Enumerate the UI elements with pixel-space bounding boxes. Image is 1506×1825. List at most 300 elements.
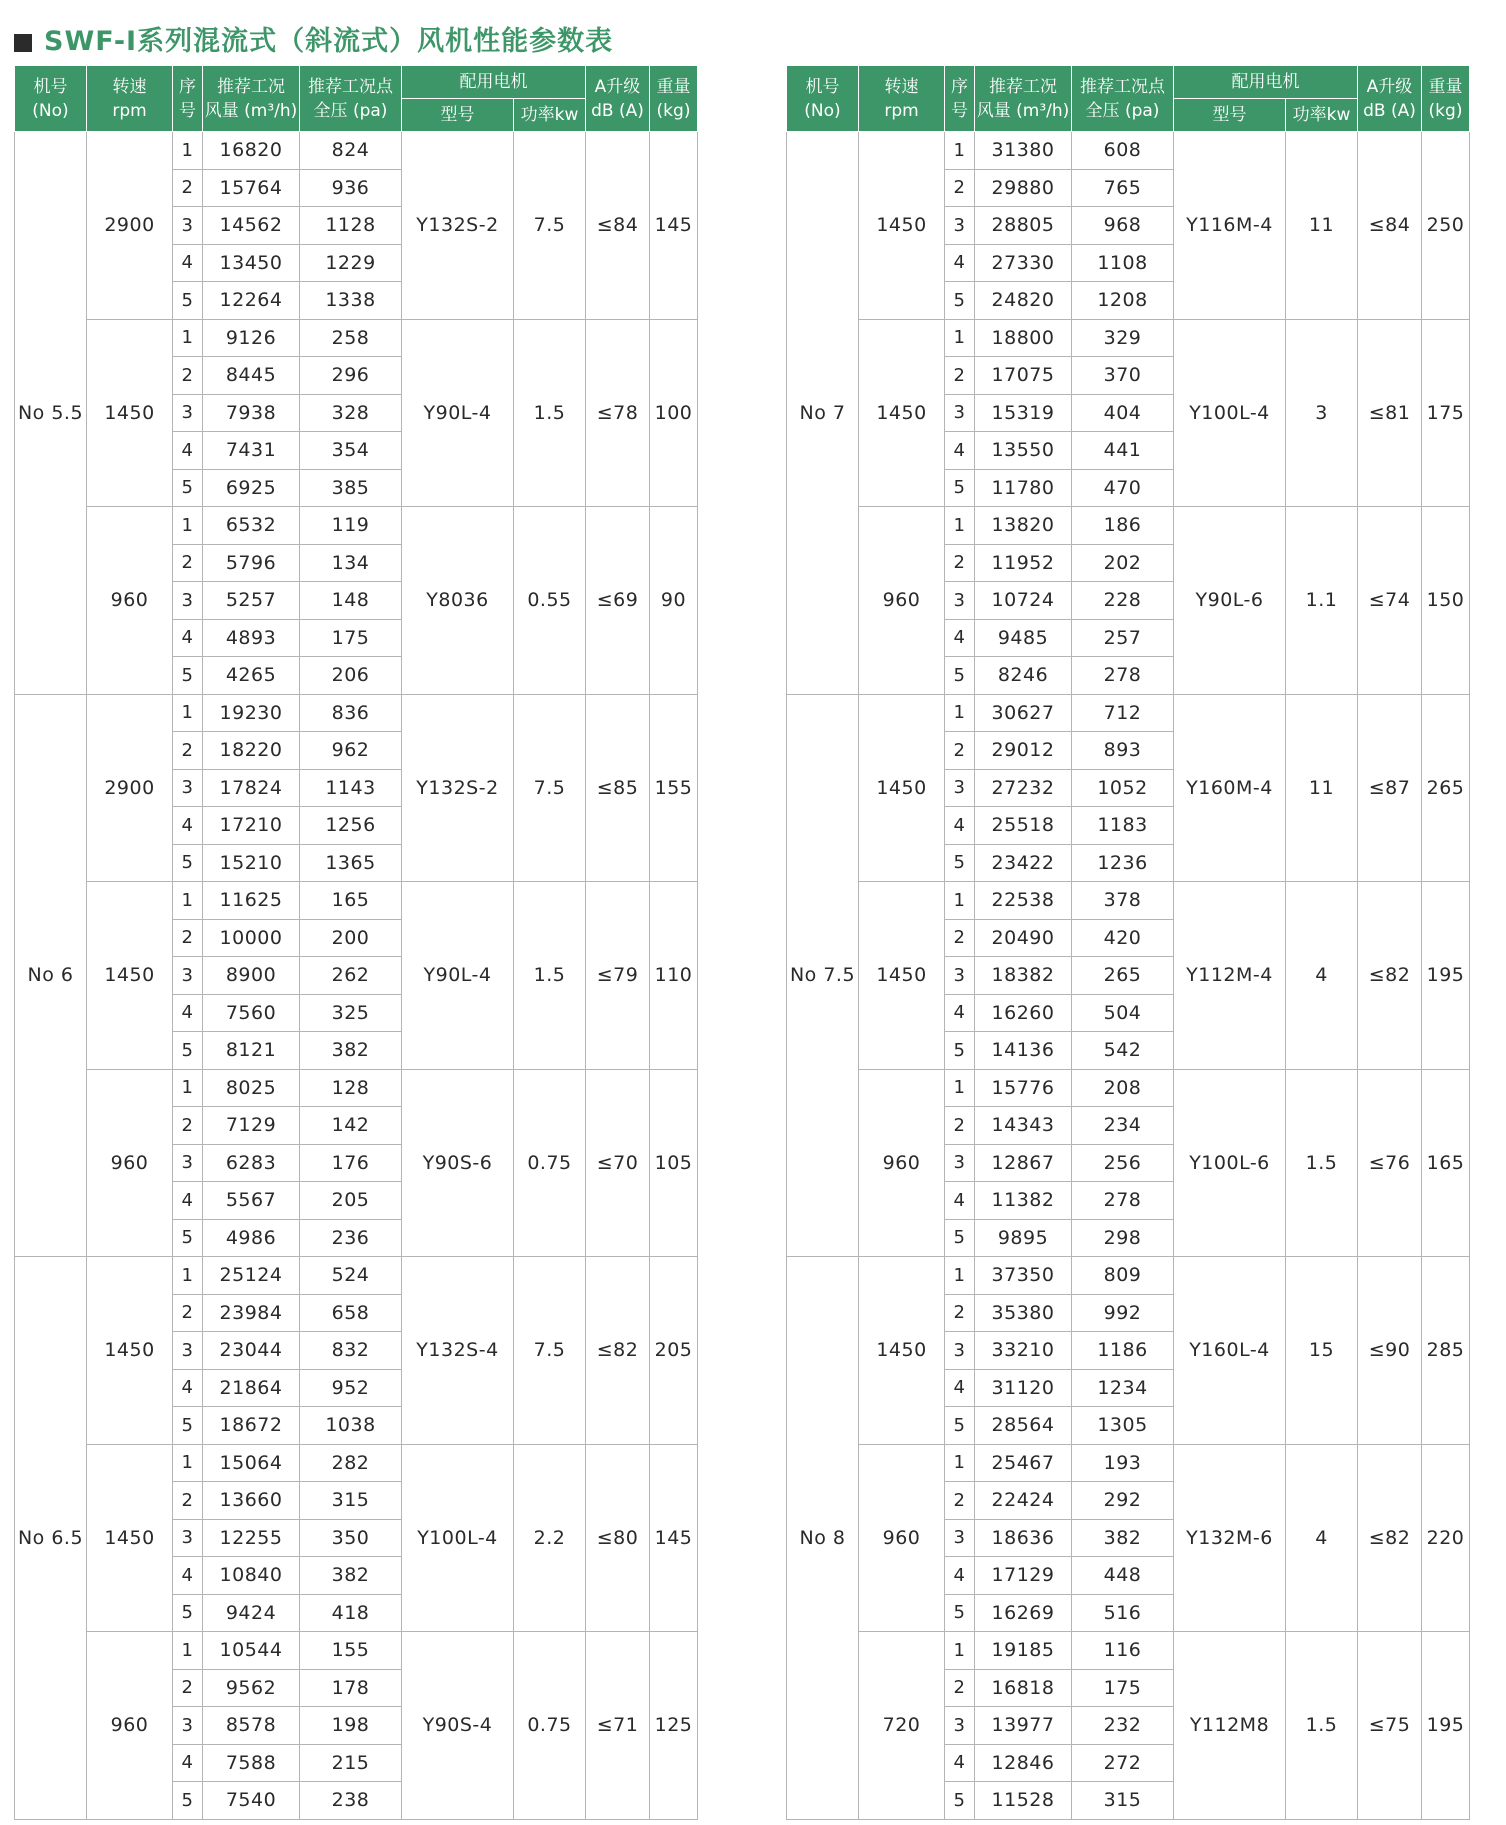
flow-cell: 11625 — [203, 882, 300, 920]
machine-no-cell: No 8 — [787, 1257, 859, 1820]
pressure-cell: 1108 — [1072, 244, 1174, 282]
pressure-cell: 238 — [300, 1782, 402, 1820]
motor-model-cell: Y132S-2 — [402, 694, 514, 882]
flow-cell: 6532 — [203, 507, 300, 545]
flow-cell: 12255 — [203, 1519, 300, 1557]
flow-cell: 5796 — [203, 544, 300, 582]
pressure-cell: 148 — [300, 582, 402, 620]
flow-cell: 6283 — [203, 1144, 300, 1182]
flow-cell: 11780 — [975, 469, 1072, 507]
noise-cell: ≤82 — [1358, 882, 1422, 1070]
pressure-cell: 234 — [1072, 1107, 1174, 1145]
flow-cell: 10544 — [203, 1632, 300, 1670]
index-cell: 2 — [945, 1294, 975, 1332]
flow-cell: 7588 — [203, 1744, 300, 1782]
pressure-cell: 1128 — [300, 207, 402, 245]
machine-no-cell: No 5.5 — [15, 132, 87, 695]
motor-model-cell: Y8036 — [402, 507, 514, 695]
index-cell: 4 — [945, 1182, 975, 1220]
pressure-cell: 1052 — [1072, 769, 1174, 807]
flow-cell: 31380 — [975, 132, 1072, 170]
flow-cell: 24820 — [975, 282, 1072, 320]
rpm-cell: 1450 — [859, 1257, 945, 1445]
index-cell: 4 — [173, 807, 203, 845]
motor-model-cell: Y100L-4 — [1174, 319, 1286, 507]
flow-cell: 5567 — [203, 1182, 300, 1220]
flow-cell: 19230 — [203, 694, 300, 732]
flow-cell: 14343 — [975, 1107, 1072, 1145]
header-index: 序 号 — [945, 66, 975, 132]
flow-cell: 13820 — [975, 507, 1072, 545]
flow-cell: 18672 — [203, 1407, 300, 1445]
header-motor: 配用电机 — [1174, 66, 1358, 99]
header-flow: 推荐工况 风量 (m³/h) — [203, 66, 300, 132]
pressure-cell: 836 — [300, 694, 402, 732]
motor-power-cell: 1.5 — [1286, 1632, 1358, 1820]
index-cell: 4 — [945, 619, 975, 657]
index-cell: 3 — [945, 207, 975, 245]
index-cell: 5 — [173, 844, 203, 882]
weight-cell: 125 — [650, 1632, 698, 1820]
flow-cell: 13660 — [203, 1482, 300, 1520]
pressure-cell: 992 — [1072, 1294, 1174, 1332]
flow-cell: 11952 — [975, 544, 1072, 582]
header-pressure: 推荐工况点 全压 (pa) — [1072, 66, 1174, 132]
index-cell: 5 — [945, 1219, 975, 1257]
pressure-cell: 186 — [1072, 507, 1174, 545]
weight-cell: 90 — [650, 507, 698, 695]
right-table-body — [787, 132, 1470, 1820]
weight-cell: 250 — [1422, 132, 1470, 320]
pressure-cell: 1365 — [300, 844, 402, 882]
pressure-cell: 119 — [300, 507, 402, 545]
noise-cell: ≤76 — [1358, 1069, 1422, 1257]
pressure-cell: 206 — [300, 657, 402, 695]
flow-cell: 22424 — [975, 1482, 1072, 1520]
pressure-cell: 176 — [300, 1144, 402, 1182]
table-row — [15, 319, 698, 357]
flow-cell: 28805 — [975, 207, 1072, 245]
index-cell: 4 — [173, 619, 203, 657]
rpm-cell: 1450 — [87, 882, 173, 1070]
pressure-cell: 382 — [1072, 1519, 1174, 1557]
flow-cell: 29880 — [975, 169, 1072, 207]
index-cell: 1 — [945, 882, 975, 920]
pressure-cell: 315 — [300, 1482, 402, 1520]
flow-cell: 18382 — [975, 957, 1072, 995]
index-cell: 2 — [945, 544, 975, 582]
motor-model-cell: Y116M-4 — [1174, 132, 1286, 320]
weight-cell: 155 — [650, 694, 698, 882]
pressure-cell: 1038 — [300, 1407, 402, 1445]
pressure-cell: 258 — [300, 319, 402, 357]
motor-model-cell: Y132M-6 — [1174, 1444, 1286, 1632]
header-motor-power: 功率kw — [514, 99, 586, 132]
index-cell: 3 — [945, 1519, 975, 1557]
header-index: 序 号 — [173, 66, 203, 132]
index-cell: 5 — [945, 1594, 975, 1632]
flow-cell: 10000 — [203, 919, 300, 957]
motor-model-cell: Y100L-6 — [1174, 1069, 1286, 1257]
flow-cell: 18220 — [203, 732, 300, 770]
motor-model-cell: Y112M-4 — [1174, 882, 1286, 1070]
index-cell: 3 — [173, 769, 203, 807]
table-row — [787, 1632, 1470, 1670]
pressure-cell: 178 — [300, 1669, 402, 1707]
pressure-cell: 256 — [1072, 1144, 1174, 1182]
flow-cell: 9562 — [203, 1669, 300, 1707]
pressure-cell: 175 — [1072, 1669, 1174, 1707]
rpm-cell: 1450 — [87, 319, 173, 507]
flow-cell: 21864 — [203, 1369, 300, 1407]
motor-power-cell: 7.5 — [514, 1257, 586, 1445]
noise-cell: ≤87 — [1358, 694, 1422, 882]
index-cell: 3 — [945, 1332, 975, 1370]
index-cell: 3 — [945, 1707, 975, 1745]
index-cell: 4 — [173, 432, 203, 470]
pressure-cell: 418 — [300, 1594, 402, 1632]
rpm-cell: 720 — [859, 1632, 945, 1820]
machine-no-cell: No 7.5 — [787, 694, 859, 1257]
motor-power-cell: 11 — [1286, 132, 1358, 320]
index-cell: 4 — [173, 1182, 203, 1220]
motor-model-cell: Y132S-2 — [402, 132, 514, 320]
pressure-cell: 200 — [300, 919, 402, 957]
noise-cell: ≤74 — [1358, 507, 1422, 695]
flow-cell: 17129 — [975, 1557, 1072, 1595]
index-cell: 1 — [945, 694, 975, 732]
flow-cell: 23422 — [975, 844, 1072, 882]
noise-cell: ≤84 — [1358, 132, 1422, 320]
index-cell: 2 — [945, 1669, 975, 1707]
flow-cell: 14136 — [975, 1032, 1072, 1070]
rpm-cell: 1450 — [859, 319, 945, 507]
index-cell: 3 — [173, 394, 203, 432]
motor-power-cell: 7.5 — [514, 694, 586, 882]
index-cell: 1 — [945, 1632, 975, 1670]
index-cell: 3 — [945, 582, 975, 620]
noise-cell: ≤71 — [586, 1632, 650, 1820]
flow-cell: 19185 — [975, 1632, 1072, 1670]
table-row — [15, 882, 698, 920]
flow-cell: 23044 — [203, 1332, 300, 1370]
index-cell: 2 — [945, 169, 975, 207]
pressure-cell: 1143 — [300, 769, 402, 807]
flow-cell: 12846 — [975, 1744, 1072, 1782]
flow-cell: 23984 — [203, 1294, 300, 1332]
header-motor-power: 功率kw — [1286, 99, 1358, 132]
table-row — [787, 319, 1470, 357]
index-cell: 4 — [173, 1744, 203, 1782]
flow-cell: 17210 — [203, 807, 300, 845]
pressure-cell: 524 — [300, 1257, 402, 1295]
flow-cell: 8445 — [203, 357, 300, 395]
flow-cell: 37350 — [975, 1257, 1072, 1295]
rpm-cell: 2900 — [87, 132, 173, 320]
header-flow: 推荐工况 风量 (m³/h) — [975, 66, 1072, 132]
index-cell: 1 — [173, 132, 203, 170]
index-cell: 1 — [945, 1444, 975, 1482]
flow-cell: 11382 — [975, 1182, 1072, 1220]
motor-power-cell: 1.5 — [514, 882, 586, 1070]
page-title: SWF-I系列混流式（斜流式）风机性能参数表 — [44, 25, 614, 57]
index-cell: 1 — [173, 882, 203, 920]
pressure-cell: 1305 — [1072, 1407, 1174, 1445]
flow-cell: 8578 — [203, 1707, 300, 1745]
pressure-cell: 832 — [300, 1332, 402, 1370]
pressure-cell: 542 — [1072, 1032, 1174, 1070]
header-rpm: 转速 rpm — [87, 66, 173, 132]
motor-power-cell: 0.55 — [514, 507, 586, 695]
index-cell: 3 — [173, 582, 203, 620]
index-cell: 2 — [173, 919, 203, 957]
flow-cell: 22538 — [975, 882, 1072, 920]
index-cell: 5 — [173, 1407, 203, 1445]
noise-cell: ≤82 — [1358, 1444, 1422, 1632]
index-cell: 2 — [173, 1294, 203, 1332]
weight-cell: 205 — [650, 1257, 698, 1445]
rpm-cell: 960 — [87, 1632, 173, 1820]
noise-cell: ≤78 — [586, 319, 650, 507]
pressure-cell: 198 — [300, 1707, 402, 1745]
pressure-cell: 385 — [300, 469, 402, 507]
flow-cell: 9485 — [975, 619, 1072, 657]
index-cell: 4 — [945, 244, 975, 282]
index-cell: 1 — [945, 319, 975, 357]
machine-no-cell: No 6 — [15, 694, 87, 1257]
flow-cell: 31120 — [975, 1369, 1072, 1407]
pressure-cell: 712 — [1072, 694, 1174, 732]
index-cell: 2 — [945, 732, 975, 770]
machine-no-cell: No 7 — [787, 132, 859, 695]
index-cell: 3 — [945, 394, 975, 432]
flow-cell: 7129 — [203, 1107, 300, 1145]
flow-cell: 10724 — [975, 582, 1072, 620]
index-cell: 5 — [945, 1032, 975, 1070]
motor-power-cell: 11 — [1286, 694, 1358, 882]
index-cell: 5 — [173, 1782, 203, 1820]
flow-cell: 7431 — [203, 432, 300, 470]
pressure-cell: 441 — [1072, 432, 1174, 470]
index-cell: 5 — [945, 1782, 975, 1820]
index-cell: 2 — [173, 544, 203, 582]
pressure-cell: 272 — [1072, 1744, 1174, 1782]
pressure-cell: 1183 — [1072, 807, 1174, 845]
flow-cell: 17824 — [203, 769, 300, 807]
index-cell: 4 — [945, 1744, 975, 1782]
rpm-cell: 960 — [859, 1069, 945, 1257]
pressure-cell: 516 — [1072, 1594, 1174, 1632]
noise-cell: ≤80 — [586, 1444, 650, 1632]
pressure-cell: 193 — [1072, 1444, 1174, 1482]
motor-power-cell: 0.75 — [514, 1632, 586, 1820]
pressure-cell: 325 — [300, 994, 402, 1032]
motor-power-cell: 4 — [1286, 1444, 1358, 1632]
flow-cell: 13977 — [975, 1707, 1072, 1745]
index-cell: 5 — [173, 657, 203, 695]
flow-cell: 4986 — [203, 1219, 300, 1257]
index-cell: 4 — [173, 1557, 203, 1595]
noise-cell: ≤82 — [586, 1257, 650, 1445]
pressure-cell: 134 — [300, 544, 402, 582]
pressure-cell: 1229 — [300, 244, 402, 282]
flow-cell: 16260 — [975, 994, 1072, 1032]
pressure-cell: 382 — [300, 1032, 402, 1070]
rpm-cell: 1450 — [859, 694, 945, 882]
pressure-cell: 128 — [300, 1069, 402, 1107]
table-row — [15, 132, 698, 170]
motor-model-cell: Y90S-6 — [402, 1069, 514, 1257]
pressure-cell: 142 — [300, 1107, 402, 1145]
header-motor-model: 型号 — [1174, 99, 1286, 132]
pressure-cell: 370 — [1072, 357, 1174, 395]
motor-power-cell: 4 — [1286, 882, 1358, 1070]
pressure-cell: 1256 — [300, 807, 402, 845]
motor-model-cell: Y90L-4 — [402, 319, 514, 507]
pressure-cell: 329 — [1072, 319, 1174, 357]
flow-cell: 29012 — [975, 732, 1072, 770]
weight-cell: 285 — [1422, 1257, 1470, 1445]
pressure-cell: 952 — [300, 1369, 402, 1407]
left-table-body — [15, 132, 698, 1820]
motor-power-cell: 1.5 — [1286, 1069, 1358, 1257]
pressure-cell: 404 — [1072, 394, 1174, 432]
flow-cell: 25124 — [203, 1257, 300, 1295]
pressure-cell: 315 — [1072, 1782, 1174, 1820]
motor-power-cell: 2.2 — [514, 1444, 586, 1632]
pressure-cell: 236 — [300, 1219, 402, 1257]
pressure-cell: 292 — [1072, 1482, 1174, 1520]
weight-cell: 145 — [650, 132, 698, 320]
index-cell: 4 — [173, 1369, 203, 1407]
index-cell: 4 — [945, 807, 975, 845]
index-cell: 4 — [173, 994, 203, 1032]
pressure-cell: 232 — [1072, 1707, 1174, 1745]
weight-cell: 110 — [650, 882, 698, 1070]
pressure-cell: 328 — [300, 394, 402, 432]
noise-cell: ≤84 — [586, 132, 650, 320]
flow-cell: 8025 — [203, 1069, 300, 1107]
flow-cell: 9424 — [203, 1594, 300, 1632]
pressure-cell: 354 — [300, 432, 402, 470]
right-spec-table — [786, 65, 1470, 1820]
index-cell: 3 — [173, 1519, 203, 1557]
flow-cell: 9895 — [975, 1219, 1072, 1257]
rpm-cell: 1450 — [859, 132, 945, 320]
rpm-cell: 1450 — [87, 1444, 173, 1632]
flow-cell: 16269 — [975, 1594, 1072, 1632]
header-rpm: 转速 rpm — [859, 66, 945, 132]
header-weight: 重量 (kg) — [650, 66, 698, 132]
pressure-cell: 298 — [1072, 1219, 1174, 1257]
table-row — [787, 882, 1470, 920]
flow-cell: 13550 — [975, 432, 1072, 470]
flow-cell: 6925 — [203, 469, 300, 507]
header-no: 机号 (No) — [15, 66, 87, 132]
motor-power-cell: 7.5 — [514, 132, 586, 320]
noise-cell: ≤79 — [586, 882, 650, 1070]
index-cell: 5 — [173, 1032, 203, 1070]
pressure-cell: 824 — [300, 132, 402, 170]
rpm-cell: 960 — [87, 507, 173, 695]
weight-cell: 150 — [1422, 507, 1470, 695]
table-row — [787, 1257, 1470, 1295]
pressure-cell: 265 — [1072, 957, 1174, 995]
left-spec-table — [14, 65, 698, 1820]
rpm-cell: 960 — [859, 507, 945, 695]
motor-model-cell: Y160M-4 — [1174, 694, 1286, 882]
motor-power-cell: 1.5 — [514, 319, 586, 507]
noise-cell: ≤85 — [586, 694, 650, 882]
pressure-cell: 278 — [1072, 1182, 1174, 1220]
header-motor: 配用电机 — [402, 66, 586, 99]
index-cell: 1 — [173, 319, 203, 357]
table-row — [787, 694, 1470, 732]
motor-model-cell: Y90L-6 — [1174, 507, 1286, 695]
flow-cell: 11528 — [975, 1782, 1072, 1820]
index-cell: 3 — [173, 207, 203, 245]
pressure-cell: 202 — [1072, 544, 1174, 582]
weight-cell: 165 — [1422, 1069, 1470, 1257]
pressure-cell: 765 — [1072, 169, 1174, 207]
pressure-cell: 448 — [1072, 1557, 1174, 1595]
flow-cell: 13450 — [203, 244, 300, 282]
motor-power-cell: 1.1 — [1286, 507, 1358, 695]
noise-cell: ≤70 — [586, 1069, 650, 1257]
header-weight: 重量 (kg) — [1422, 66, 1470, 132]
motor-model-cell: Y160L-4 — [1174, 1257, 1286, 1445]
pressure-cell: 278 — [1072, 657, 1174, 695]
index-cell: 2 — [945, 1107, 975, 1145]
pressure-cell: 382 — [300, 1557, 402, 1595]
table-row — [787, 132, 1470, 170]
pressure-cell: 175 — [300, 619, 402, 657]
index-cell: 2 — [173, 357, 203, 395]
flow-cell: 7938 — [203, 394, 300, 432]
weight-cell: 105 — [650, 1069, 698, 1257]
flow-cell: 16820 — [203, 132, 300, 170]
pressure-cell: 215 — [300, 1744, 402, 1782]
flow-cell: 9126 — [203, 319, 300, 357]
index-cell: 1 — [173, 1444, 203, 1482]
index-cell: 4 — [945, 1557, 975, 1595]
flow-cell: 5257 — [203, 582, 300, 620]
page-title-block — [14, 18, 613, 58]
flow-cell: 35380 — [975, 1294, 1072, 1332]
index-cell: 1 — [945, 1069, 975, 1107]
pressure-cell: 1234 — [1072, 1369, 1174, 1407]
rpm-cell: 1450 — [859, 882, 945, 1070]
pressure-cell: 205 — [300, 1182, 402, 1220]
motor-model-cell: Y90S-4 — [402, 1632, 514, 1820]
index-cell: 3 — [173, 1144, 203, 1182]
flow-cell: 15319 — [975, 394, 1072, 432]
weight-cell: 145 — [650, 1444, 698, 1632]
index-cell: 4 — [945, 994, 975, 1032]
index-cell: 5 — [945, 1407, 975, 1445]
flow-cell: 25467 — [975, 1444, 1072, 1482]
motor-power-cell: 15 — [1286, 1257, 1358, 1445]
flow-cell: 27330 — [975, 244, 1072, 282]
index-cell: 5 — [173, 1594, 203, 1632]
header-noise: A升级 dB (A) — [586, 66, 650, 132]
pressure-cell: 658 — [300, 1294, 402, 1332]
index-cell: 5 — [945, 469, 975, 507]
rpm-cell: 1450 — [87, 1257, 173, 1445]
motor-model-cell: Y90L-4 — [402, 882, 514, 1070]
pressure-cell: 470 — [1072, 469, 1174, 507]
flow-cell: 8121 — [203, 1032, 300, 1070]
